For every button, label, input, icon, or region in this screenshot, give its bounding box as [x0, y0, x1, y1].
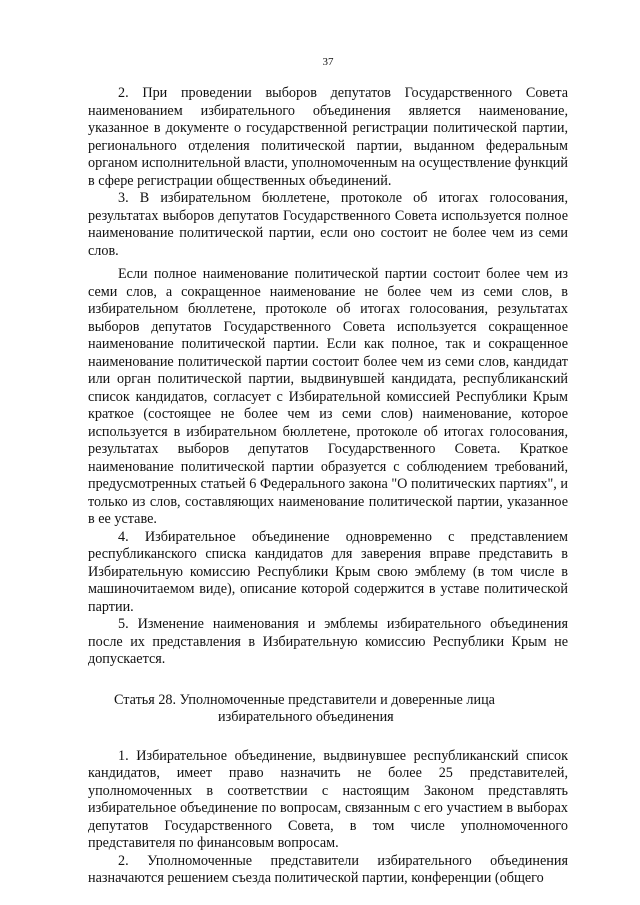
- paragraph-3-continued: Если полное наименование политической партии состоит более чем из семи слов, а сокращенное наименование не более чем из семи слов, в избирательном бюллетене, протоколе об итогах голосования, результатах выборов депутатов Государственного Совета используется сокращенное наименование политической партии. Если как полное, так и сокращенное наименование политической партии состоит более чем из семи слов, кандидат или орган политической партии, выдвинувшей кандидата, республиканский список кандидатов, согласует с Избирательной комиссией Республики Крым краткое (состоящее не более чем из семи слов) наименование, которое используется в избирательном бюллетене, протоколе об итогах голосования, результатах выборов депутатов Государственного Совета. Краткое наименование политической партии образуется с соблюдением требований, предусмотренных статьей 6 Федерального закона "О политических партиях", и только из слов, составляющих наименование политической партии, указанное в ее уставе.: [88, 266, 568, 527]
- paragraph-2: 2. При проведении выборов депутатов Государственного Совета наименованием избирательного объединения является наименование, указанное в документе о государственной регистрации политической партии, регионального отделения политической партии, выданном федеральным органом исполнительной власти, уполномоченным на осуществление функций в сфере регистрации общественных объединений.: [88, 85, 568, 189]
- paragraph-3: 3. В избирательном бюллетене, протоколе об итогах голосования, результатах выборов депутатов Государственного Совета используется полное наименование политической партии, если оно состоит не более чем из семи слов.: [88, 190, 568, 259]
- page-number: 37: [322, 56, 334, 68]
- paragraph-4: 4. Избирательное объединение одновременно с представлением республиканского списка кандидатов для заверения вправе представить в Избирательную комиссию Республики Крым свою эмблему (в том числе в машиночитаемом виде), описание которой содержится в уставе политической партии.: [88, 528, 568, 615]
- article-title-line1: Статья 28. Уполномоченные представители и доверенные лица: [114, 691, 495, 708]
- article-paragraph-2: 2. Уполномоченные представители избирательного объединения назначаются решением съезда политической партии, конференции (общего: [88, 852, 568, 886]
- article-paragraph-1: 1. Избирательное объединение, выдвинувшее республиканский список кандидатов, имеет право назначить не более 25 представителей, уполномоченных в соответствии с настоящим Законом представлять избирательное объединение по вопросам, связанным с его участием в выборах депутатов Государственного Совета, в том числе уполномоченного представителя по финансовым вопросам.: [88, 747, 568, 851]
- article-title-line2: избирательного объединения: [218, 709, 394, 725]
- paragraph-5: 5. Изменение наименования и эмблемы избирательного объединения после их представления в Избирательную комиссию Республики Крым не допускается.: [88, 616, 568, 667]
- article-title: [88, 692, 568, 727]
